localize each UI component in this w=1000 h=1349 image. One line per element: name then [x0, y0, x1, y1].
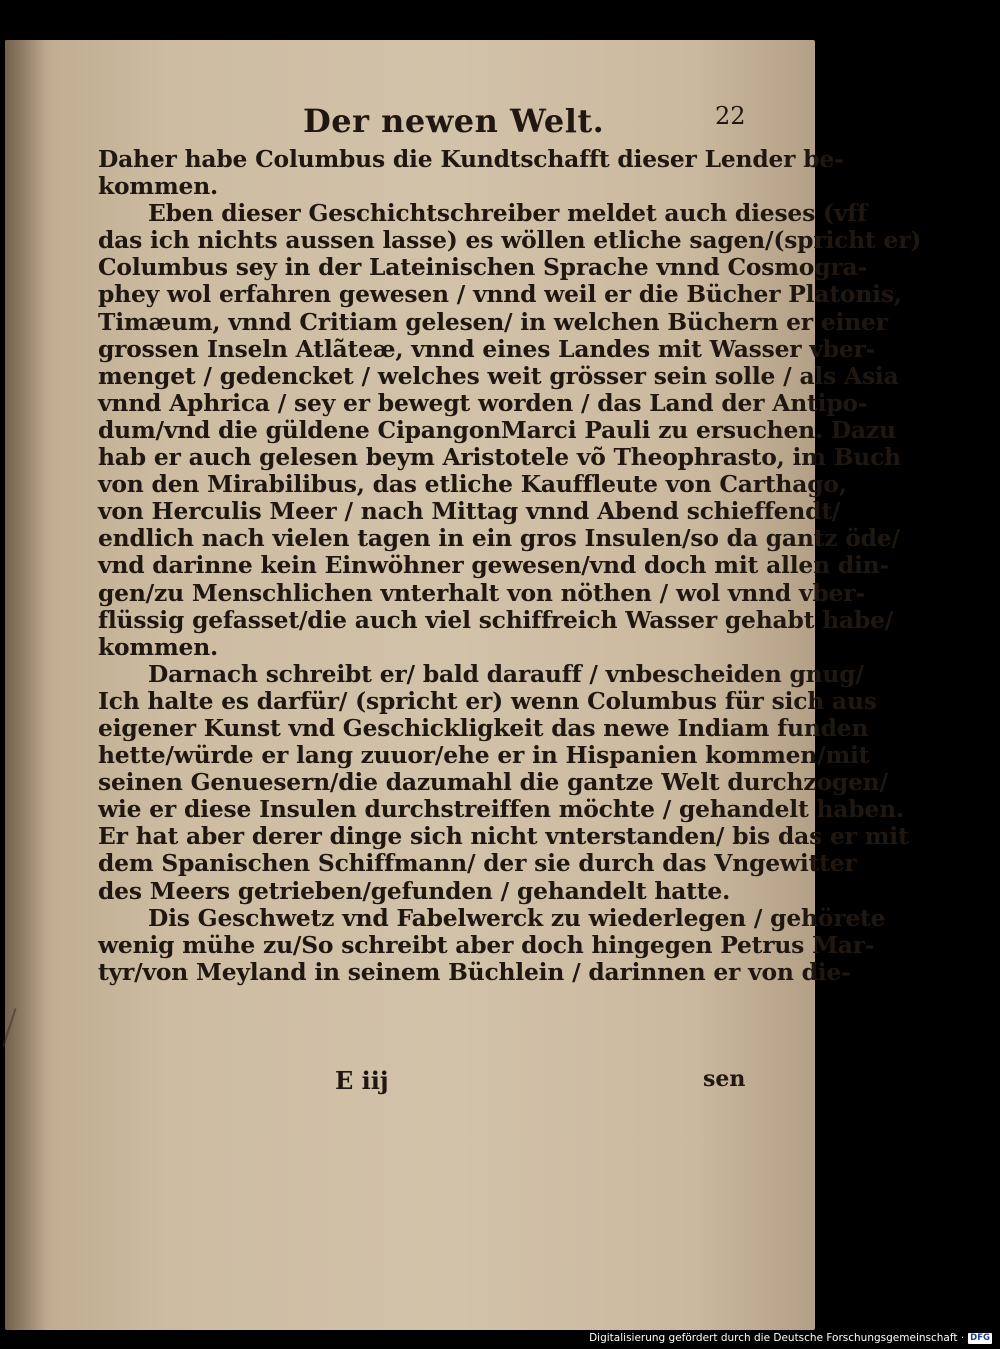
text-line: kommen. [98, 172, 218, 201]
running-head [98, 96, 758, 146]
text-line: endlich nach vielen tagen in ein gros Insulen/so da gantz öde/ [98, 524, 900, 553]
text-line: Timæum, vnnd Critiam gelesen/ in welchen Büchern er einer [98, 307, 888, 336]
text-line: von den Mirabilibus, das etliche Kauffleute von Carthago, [98, 470, 847, 499]
text-line: hette/würde er lang zuuor/ehe er in Hispanien kommen/mit [98, 741, 870, 770]
text-line: Eben dieser Geschichtschreiber meldet auch dieses (vff [148, 199, 868, 228]
signature-mark: E iij [335, 1066, 389, 1095]
text-line: gen/zu Menschlichen vnterhalt von nöthen / wol vnnd vber- [98, 578, 865, 607]
running-title: Der newen Welt. [303, 102, 605, 140]
text-line: von Herculis Meer / nach Mittag vnnd Abend schieffendt/ [98, 497, 841, 526]
text-line: dem Spanischen Schiffmann/ der sie durch das Vngewitter [98, 849, 857, 878]
text-line: Columbus sey in der Lateinischen Sprache vnnd Cosmogra- [98, 253, 867, 282]
text-line: menget / gedencket / welches weit grösser sein solle / als Asia [98, 361, 899, 390]
text-line: flüssig gefasset/die auch viel schiffreich Wasser gehabt habe/ [98, 605, 894, 634]
text-line: seinen Genuesern/die dazumahl die gantze Welt durchzogen/ [98, 768, 888, 797]
text-block [98, 96, 922, 986]
text-line: Darnach schreibt er/ bald darauff / vnbescheiden gnug/ [148, 659, 864, 688]
text-line: Daher habe Columbus die Kundtschafft dieser Lender be- [98, 145, 844, 173]
text-line: Er hat aber derer dinge sich nicht vnterstanden/ bis das er mit [98, 822, 909, 851]
gutter-shadow [5, 40, 45, 1330]
dfg-logo-icon: DFG [970, 1333, 990, 1343]
text-line: eigener Kunst vnd Geschickligkeit das newe Indiam funden [98, 713, 869, 742]
text-line: kommen. [98, 632, 218, 661]
text-line: wenig mühe zu/So schreibt aber doch hingegen Petrus Mar- [98, 930, 875, 959]
body-text [98, 145, 922, 986]
text-line: vnnd Aphrica / sey er bewegt worden / das Land der Antipo- [98, 388, 868, 417]
text-line: Ich halte es darfür/ (spricht er) wenn Columbus für sich aus [98, 686, 877, 715]
text-line: vnd darinne kein Einwöhner gewesen/vnd doch mit allen din- [98, 551, 889, 580]
footer-credit: Digitalisierung gefördert durch die Deutsche Forschungsgemeinschaft · [589, 1332, 965, 1344]
text-line: tyr/von Meyland in seinem Büchlein / darinnen er von die- [98, 957, 851, 986]
text-line: wie er diese Insulen durchstreiffen möchte / gehandelt haben. [98, 795, 904, 824]
text-line: phey wol erfahren gewesen / vnnd weil er die Bücher Platonis, [98, 280, 902, 309]
text-line: das ich nichts aussen lasse) es wöllen etliche sagen/(spricht er) [98, 226, 922, 255]
text-line: des Meers getrieben/gefunden / gehandelt hatte. [98, 876, 731, 905]
text-line: Dis Geschwetz vnd Fabelwerck zu wiederlegen / gehörete [148, 903, 886, 932]
catchword: sen [703, 1066, 746, 1092]
page-number: 22 [715, 102, 746, 130]
text-line: hab er auch gelesen beym Aristotele võ Theophrasto, im Buch [98, 443, 901, 472]
footer [589, 1331, 992, 1345]
text-line: grossen Inseln Atlãteæ, vnnd eines Landes mit Wasser vber- [98, 334, 876, 363]
text-line: dum/vnd die güldene CipangonMarci Pauli zu ersuchen. Dazu [98, 415, 896, 444]
